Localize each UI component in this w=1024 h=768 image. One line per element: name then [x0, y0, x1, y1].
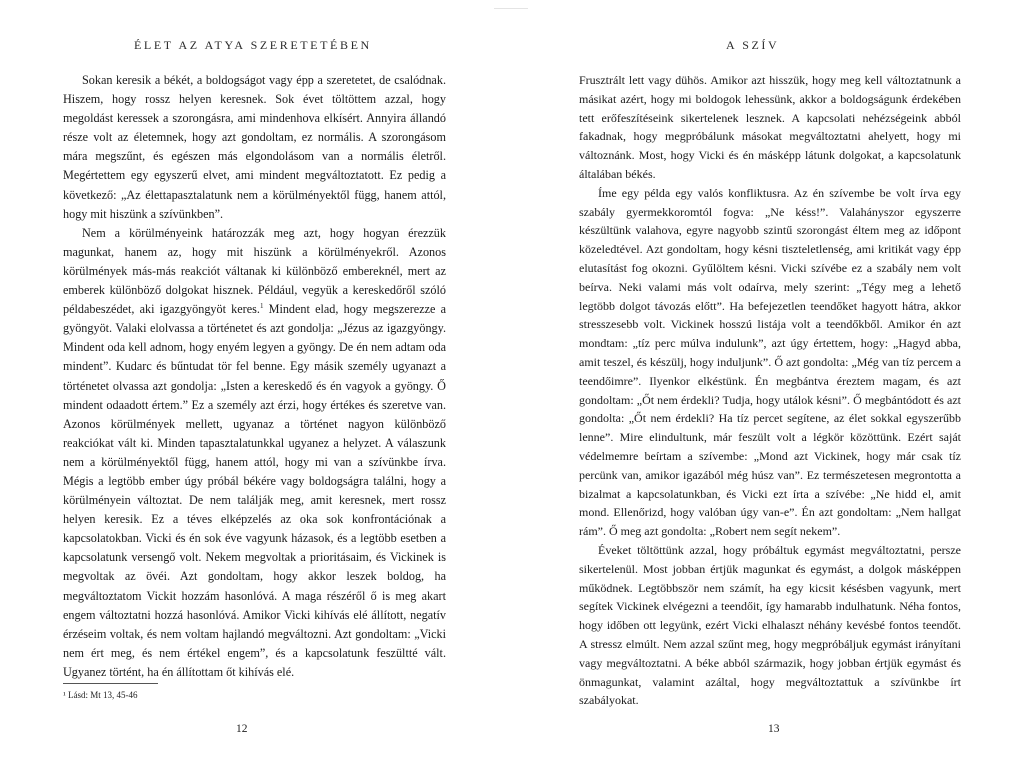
footnote-reference: 1 — [259, 302, 264, 311]
footnote-rule — [63, 683, 158, 684]
footnote: ¹ Lásd: Mt 13, 45-46 — [63, 690, 138, 700]
running-header: ÉLET AZ ATYA SZERETETÉBEN — [134, 38, 372, 52]
page-number: 12 — [236, 723, 248, 735]
paragraph — [63, 224, 446, 682]
paragraph-text: Nem a körülményeink határozzák meg azt, hogy hogyan érezzük magunkat, hanem az, hogy mit hiszünk a körülményekről. Azonos körülmények más-más reakciót váltanak ki különböző embereknél, mert az emberek különböző dolgokat hisznek. Például, vegyük a kereskedőről szóló példabeszédet, aki igazgyöngyöt keres. — [63, 225, 446, 317]
right-page — [512, 0, 1024, 768]
paragraph: Sokan keresik a békét, a boldogságot vagy épp a szeretetet, de csalódnak. Hiszem, hogy rossz helyen keresnek. Sok évet töltöttem azzal, hogy megoldást keressek a szorongásra, ami mindenhova elkísért. Annyira állandó része volt az életemnek, hogy azt gondoltam, ez normális. A szorongásom mára megszűnt, és egészen más elgondolásom van a normális életről. Megértettem egy egyszerű elvet, ami mindent megváltoztatott. Ez pedig a következő: „Az élettapasztalatunk nem a körülményektől függ, hanem attól, hogy mit hiszünk a szívünkben”. — [63, 73, 446, 221]
paragraph: Frusztrált lett vagy dühös. Amikor azt hisszük, hogy meg kell változtatnunk a másikat azért, hogy mi boldogok lehessünk, akkor a boldogságunk érdekében tett erőfeszítéseink sikertelenek lesznek. A kapcsolati nehézségeink abból fakadnak, hogy megpróbálunk másokat megváltoztatni ahelyett, hogy mi változnánk. Most, hogy Vicki és én másképp látunk dolgokat, a kapcsolatunk általában békés. — [579, 73, 961, 181]
body-text — [579, 71, 961, 710]
paragraph-text: Mindent elad, hogy megszerezze a gyöngyöt. Valaki elolvassa a történetet és azt gondolja: „Jézus az igazgyöngy. Mindent oda kell adnom, hogy enyém legyen a gyöngy. De én nem adtam oda mindent”. Kudarc és bűntudat tör fel benne. Egy másik személy ugyanazt a történetet olvassa azt gondolja: „Isten a kereskedő és én vagyok a gyöngy. Ő mindent odaadott értem.” Ez a személy azt érzi, hogy értékes és szeretve van. Azonos körülmények mellett, ugyanaz a történet nagyon különböző reakciókat vált ki. Minden tapasztalatunkkal ugyanez a helyzet. A válaszunk nem a körülményektől függ, hanem attól, hogy mi van a szívünkbe írva. Mégis a legtöbb ember úgy próbál békére vagy boldogságra találni, hogy a körülményein változtat. De nem találják meg, amit keresnek, mert rossz helyen keresik. Ez a téves elképzelés az oka sok konfrontációnak a kapcsolatokban. Vicki és én sok éve vagyunk házasok, és a legtöbb esetben a kapcsolatunk versengő volt. Nekem megvoltak a prioritásaim, és Vickinek is megvoltak az övéi. Azt gondoltam, hogy akkor leszek boldog, ha megváltoztatom Vickit hozzám hasonlóvá. A maga részéről ő is meg akart engem változtatni hozzá hasonlóvá. Amikor Vicki kihívás elé állított, negatív érzéseim voltak, és nem voltam hajlandó megváltozni. Azt gondoltam: „Vicki nem ért meg, és nem értékel engem”, és a kapcsolatunk feszültté vált. Ugyanez történt, ha én állítottam őt kihívás elé. — [63, 302, 447, 679]
paragraph: Éveket töltöttünk azzal, hogy próbáltuk egymást megváltoztatni, persze sikertelenül. Most jobban értjük magunkat és egymást, a dolgok másképpen működnek. Legtöbbször nem számít, ha egy kicsit késésben vagyunk, mert segítek Vickinek elvégezni a teendőit, így hamarabb indulhatunk. Néha fontos, hogy időben ott legyünk, ezért Vicki elhalaszt néhány kevésbé fontos teendőt. A stressz elmúlt. Nem azzal szűnt meg, hogy megpróbáljuk egymást irányítani vagy megváltoztatni. A béke abból származik, hogy jobban értjük egymást és önmagunkat, valamint azáltal, hogy megváltoztattuk a szívünkbe írt szabályokat. — [579, 542, 961, 708]
paragraph: Íme egy példa egy valós konfliktusra. Az én szívembe be volt írva egy szabály gyermekkoromtól fogva: „Ne késs!”. Valahányszor egyszerre készültünk valahova, egyre nagyobb szintű szorongást éltem meg az időpont közeledtével. Azt gondoltam, hogy késni tiszteletlenség, ami kritikát vagy épp elutasítást fog okozni. Gyűlöltem késni. Vicki szívébe ez a szabály nem volt beírva. Neki valami más volt odaírva, mely szerint: „Tégy meg a lehető legtöbb dolgot távozás előtt”. Ha befejezetlen teendőket hagyott hátra, akkor stresszesebb volt. Vickinek hosszú listája volt a teendőkből. Amikor én azt mondtam: „tíz perc múlva indulunk”, azt úgy értettem, hogy: „Hagyd abba, amit teszel, és készülj, hogy induljunk”. Ő azt gondolta: „Még van tíz percem a teendőimre”. Ilyenkor elkéstünk. Én megbántva éreztem magam, és azt gondoltam: „Őt nem érdekli? Tudja, hogy utálok késni”. Ő megbántódott és azt gondolta: „Őt nem érdekli? Ha tíz percet segítene, az élet sokkal egyszerűbb lenne”. Mire elindultunk, már feszült volt a légkör közöttünk. Ezért saját védelmemre beírtam a szívembe: „Mond azt Vickinek, hogy már csak tíz percünk van, amikor igazából még húsz van”. Ez természetesen megrontotta a bizalmat a kapcsolatunkban, és Vicki ezt írta a szívébe: „Ne hidd el, amit mond. Ellenőrizd, hogy valóban úgy van-e”. Én azt gondoltam: „Nem hallgat rám”. Ő meg azt gondolta: „Robert nem segít nekem”. — [579, 185, 961, 539]
running-header: A SZÍV — [726, 38, 780, 52]
body-text — [63, 71, 446, 682]
page-number: 13 — [768, 723, 780, 735]
